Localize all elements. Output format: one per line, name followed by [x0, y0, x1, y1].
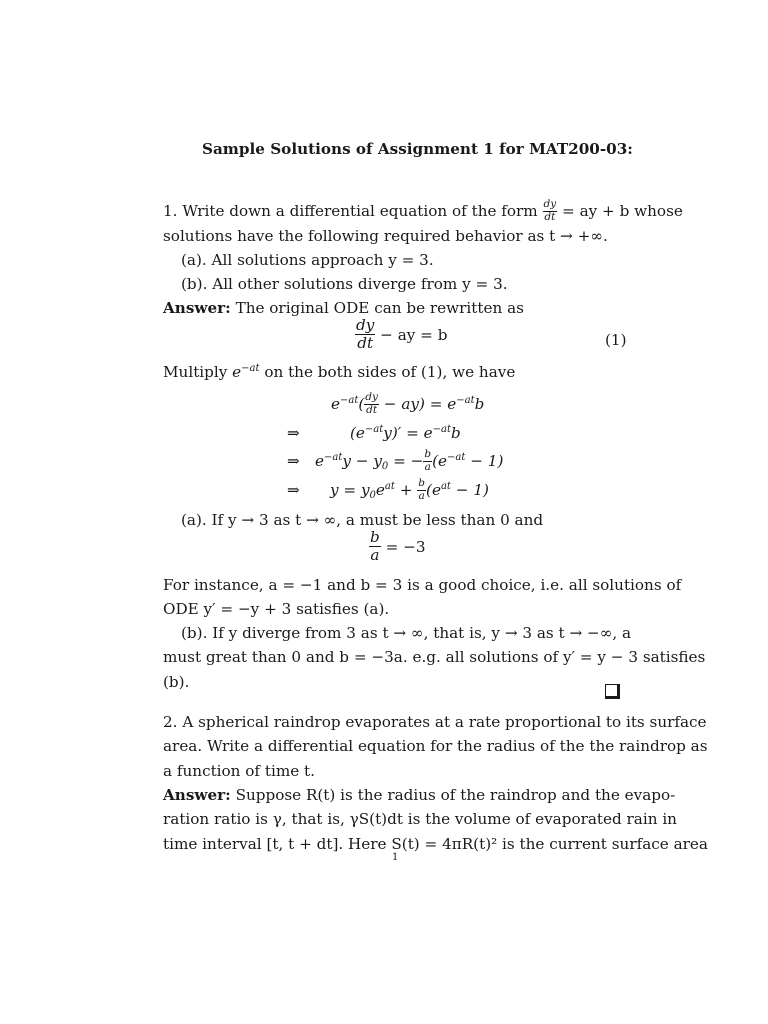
derivation-step-2: $(e^{-at}y)' = e^{-at}b$ — [350, 424, 461, 442]
problem1-form-rhs: = ay + b whose — [562, 202, 683, 220]
problem2-answer-line — [163, 783, 675, 808]
implies-symbol: ⇒ — [287, 452, 300, 470]
ratio-equation — [369, 530, 426, 566]
equation-1-rest: − ay = b — [380, 325, 448, 344]
part-b-condition-2: must great than 0 and b = −3a. e.g. all solutions of y′ = y − 3 satisfies — [163, 648, 706, 666]
ratio-denominator: a — [370, 546, 380, 565]
problem1-form-numerator: dy — [543, 198, 557, 211]
derivation-step-1: $e^{-at}$( $\frac{dy}{dt}$ − $ay) = e^{-at}b$ — [331, 391, 485, 416]
problem2-line5: ration ratio is γ, that is, γS(t)dt is the volume of evaporated rain in — [163, 810, 677, 828]
part-a-condition: (a). If y → 3 as t → ∞, a must be less than 0 and — [181, 511, 544, 529]
multiply-prefix: Multiply — [163, 363, 228, 381]
implies-symbol: ⇒ — [287, 481, 300, 499]
page-number: 1 — [392, 852, 399, 863]
problem2-line2: area. Write a differential equation for the radius of the the raindrop as — [163, 737, 708, 755]
problem1-intro: Write down a differential equation of the form — [182, 202, 538, 220]
multiply-line — [163, 360, 515, 385]
derivation-step-3: $e^{-at}y - y_0$ = − $\frac{b}{a}$ $(e^{-at} - 1)$ — [315, 448, 504, 473]
equation-1-tag: (1) — [605, 331, 627, 349]
implies-symbol: ⇒ — [287, 424, 300, 442]
answer-label: Answer: — [163, 299, 231, 317]
problem1-answer-line — [163, 296, 524, 321]
derivation-step-4: $y = y_0e^{at}$ + $\frac{b}{a}$ $(e^{at} - 1)$ — [330, 477, 489, 502]
problem1-form-denominator: dt — [544, 210, 556, 223]
answer-text: The original ODE can be rewritten as — [235, 299, 524, 317]
qed-square-icon — [605, 684, 620, 699]
instance-line-2: ODE y′ = −y + 3 satisfies (a). — [163, 600, 390, 618]
problem1-form-fraction — [543, 199, 558, 222]
problem1-part-b: (b). All other solutions diverge from y = 3. — [181, 275, 508, 293]
ratio-fraction — [369, 529, 381, 565]
problem2-line1: 2. A spherical raindrop evaporates at a rate proportional to its surface — [163, 713, 707, 731]
problem1-line1 — [163, 199, 683, 224]
multiply-text: on the both sides of (1), we have — [264, 363, 516, 381]
multiply-factor: $e^{-at}$ — [232, 363, 260, 381]
part-b-condition-1: (b). If y diverge from 3 as t → ∞, that is, y → 3 as t → −∞, a — [181, 624, 632, 642]
ratio-numerator: b — [370, 528, 380, 546]
problem2-line6: time interval [t, t + dt]. Here S(t) = 4πR(t)² is the current surface area — [163, 835, 708, 853]
problem2-line3: a function of time t. — [163, 762, 315, 780]
part-b-condition-3: (b). — [163, 673, 190, 691]
answer-label: Answer: — [163, 786, 231, 804]
page-title: Sample Solutions of Assignment 1 for MAT200-03: — [202, 140, 633, 158]
problem2-answer-text: Suppose R(t) is the radius of the raindrop and the evapo- — [235, 786, 676, 804]
problem1-part-a: (a). All solutions approach y = 3. — [181, 251, 434, 269]
problem1-line2: solutions have the following required behavior as t → +∞. — [163, 227, 608, 245]
ratio-rhs: = −3 — [385, 537, 426, 556]
problem1-number: 1. — [163, 202, 178, 220]
instance-line-1: For instance, a = −1 and b = 3 is a good choice, i.e. all solutions of — [163, 576, 682, 594]
equation-1-fraction — [355, 317, 375, 353]
equation-1-numerator: dy — [356, 316, 375, 334]
equation-1 — [355, 318, 447, 354]
equation-1-denominator: dt — [357, 334, 374, 353]
